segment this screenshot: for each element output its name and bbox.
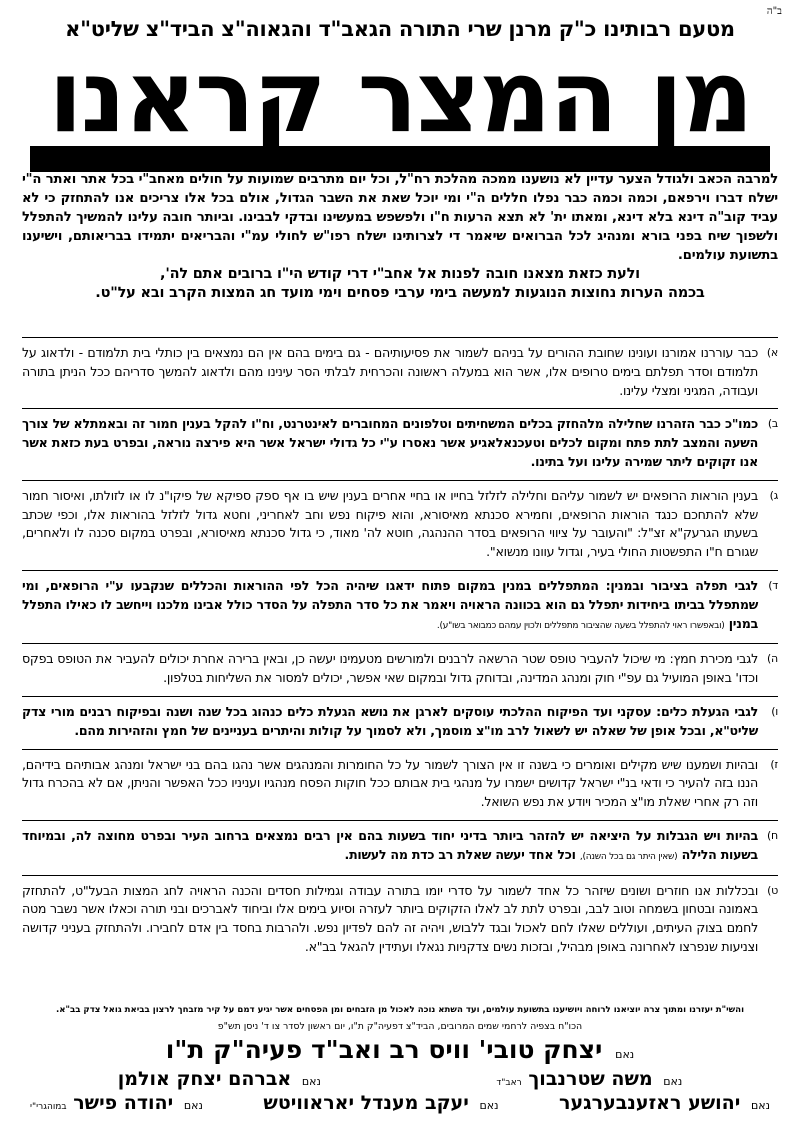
signature-main [40,1036,760,1069]
intro-paragraph: למרבה הכאב ולגודל הצער עדיין לא נושענו ממכה מהלכת רח"ל, וכל יום מתרבים שמועות על חולים מאחב"י בכל אתר ואתר ה"י ישלח דברו וירפאם, וכמה וכמה כבר נפלו חללים ה"י ומי יוכל שאת את השבר הגדול, אולם בכל אלו צריכים אנו להתחזק כי לא עביד קוב"ה דינא בלא דינא, ומאתו ית' לא תצא הרעות ח"ו ולפשפש במעשינו ובדקי לבבינו. וביותר חובה עלינו להמשיך להתפלל ולשפוך שיח בפני בורא ומנהיג לכל הברואים שיאמר די לצרותינו ישלח רפו"ש לחולי עמ"י והבריאים יתמידו בבריאותם, וישיענו בתשועת עולמים. [22,172,778,263]
signature-prefix: נאם [615,1048,635,1061]
section-text: לגבי הגעלת כלים: עסקני ועד הפיקוח ההלכתי עוסקים לארגן את נושא הגעלת כלים כנהוג בכל שנה ושנה ובפיקוח רבנים מורי צדק שליט"א, ובכל אופן של שאלה יש לשאול לרב מו"צ מוסמך, ולא לסמוך על קולות והיתרים בעניינים של חמץ והזהירות מהם. [22,703,758,738]
section-text: בענין הוראות הרופאים יש לשמור עליהם וחלילה לזלזל בחייו או בחיי אחרים בענין שיש בו אף ספק ספיקא של פיקו"נ לו או לזולתו, ואיסור חמור שלא להתחכם כנגד הוראות הרופאים, וחמירא סכנתא מאיסורא, והוא פיקוח נפש וחב לאחריני, וחטא גדול לזלזל בהוראות אלו, וכפי שכתב בשעתו הגרעק"א זצ"ל: "והעובר על ציווי הרופאים בסדר ההנהגה, חוטא לה' מאוד, כי גדול סכנתא מאיסורא, ובפרט במקום סכנה לו ולאחרים, שגורם ח"ו התפשטות החולי בעיר, וגדול עוונו מנשוא". [22,487,758,560]
section-number: ב) [767,417,778,431]
section-number: ה) [767,652,778,666]
section-number: ח) [767,828,778,842]
bh-mark: ב"ה [766,6,782,17]
section-number: ד) [768,578,778,592]
section-alef [22,344,778,400]
section-number: ז) [770,757,778,771]
closing-blessing: והשי"ת יעזרנו ומתוך צרה יוציאנו לרוחה ויושיענו בתשועת עולמים, ועד השתא נוכה לאכול מן הזבחים ומן הפסחים אשר יגיע דמם על קיר מזבחך לרצון בביאת גואל צדק בב"א. [55,1005,745,1015]
section-zayin [22,756,778,812]
divider [22,408,778,409]
divider [22,875,778,876]
section-tail: וכל אחד יעשה שאלת רב כדת מה לעשות. [344,846,576,862]
signature-name: יהודה פישר [73,1092,174,1114]
section-number: ט) [767,883,778,897]
divider [22,696,778,697]
signature-name: יעקב מענדל יאראוויטש [263,1092,469,1114]
section-gimel [22,487,778,562]
divider [22,643,778,644]
section-number: ו) [771,704,778,718]
divider [22,570,778,571]
section-text: כבר עוררנו אמורנו ועונינו שחובת ההורים על בניהם לשמור את פסיעותיהם - גם בימים בהם אין הם נמצאים בין כותלי בית תלמודם - ולדאוג על תלמודם וסדר תפלתם בימים טרופים אלו, אשר הוא במעלה ראשונה והכרחית לבלתי הסר עינינו מהם ולדאוג להמשך סדריהם ככל הניתן בתורה ועבודה, המגיני ומצלי עלינו. [22,345,758,398]
signature-title: במוהגרי"י [30,1102,67,1112]
section-number: ג) [769,488,778,502]
section-vav [22,703,778,741]
section-het [22,827,778,867]
section-number: א) [766,346,778,359]
section-text: לגבי מכירת חמץ: מי שיכול להעביר טופס שטר הרשאה לרבנים ולמורשים מטעמינו יעשה כן, ובאין ברירה אחרת יכולים להעביר את הטופס בפקס וכדו' באופן המועיל גם עפ"י חוק ומנהג המדינה, ובדוחק גדול ובמקום שאי אפשר, יכולים למסור את השליחות בטלפון. [22,651,758,686]
signature-prefix: נאם [663,1075,683,1088]
section-text: לגבי תפלה בציבור ובמנין: המתפללים במנין במקום פתוח ידאגו שיהיה הכל לפי ההוראות והכללים שנקבעו ע"י הרופאים, ומי שמתפלל בביתו ביחידות יתפלל גם הוא בכוונה הראויה ויאמר את כל סדר התפלה על הסדר כולל אבינו מלכנו וייחשב לו כאילו התפלל במנין [22,577,758,631]
signature-name: יצחק טובי' וויס רב ואב"ד פעיה"ק ת"ו [165,1035,603,1064]
signature [118,1068,321,1090]
signature-name: אברהם יצחק אולמן [117,1068,292,1090]
divider [22,480,778,481]
section-dalet [22,577,778,635]
signoff-date: הכו"ח בצפיה לרחמי שמים המרובים, הביד"צ דפעיה"ק ת"ו, יום ראשון לסדר צו ד' ניסן תש"פ [217,1021,583,1032]
section-text: בהיות ויש הגבלות על היציאה יש להזהר ביותר בדיני יחוד בשעות בהם אין רבים נמצאים ברחוב העיר ובפרט מחוצה לה, ובמיוחד בשעות הלילה [22,827,758,862]
section-tet [22,882,778,957]
signature [30,1092,203,1114]
section-text: ובהיות ושמענו שיש מקילים ואומרים כי בשנה זו אין הצורך לשמור על כל החומרות והמנהגים אשר נהגו בהם בני ישראל ומנהג אבותיהם בידיהם, הננו בזה להעיר כי ודאי בנ"י ישראל קדושים ישמרו על מנהגי בית אבותם ככל חוקות הפסח מנהגיו ועניניו ככל האפשר והניתן, אם לא בהכרח גדול וזה רק אחרי שאלת מו"צ המכיר ויודע את נפש השואל. [22,756,758,810]
section-note: (ובאפשרו ראוי להתפלל בשעה שהציבור מתפללים ולכוין עמהם כמבואר בשו"ע). [436,620,725,631]
signature-prefix: נאם [183,1099,203,1112]
divider [22,337,778,338]
intro [22,170,778,303]
section-he [22,650,778,688]
section-note: (שאין היתר גם בכל השנה), [579,851,678,862]
signature-prefix: נאם [479,1099,499,1112]
signature [263,1092,498,1114]
signature-title: ראב"ד [496,1078,522,1088]
signature [496,1068,682,1090]
signature-prefix: נאם [750,1099,770,1112]
intro-line-3: בכמה הערות נחוצות הנוגעות למעשה בימי ערבי פסחים וימי מועד חג המצות הקרב ובא על"ט. [95,285,705,301]
section-bet [22,415,778,471]
signature [559,1092,770,1114]
preheader: מטעם רבותינו כ"ק מרנן שרי התורה הגאב"ד והגאוה"צ הביד"צ שליט"א [65,17,735,41]
signature-prefix: נאם [301,1075,321,1088]
signature-name: יהושע ראזענבערגער [559,1092,741,1114]
signature-name: משה שטרנבוך [528,1068,653,1090]
intro-line-2: ולעת כזאת מצאנו חובה לפנות אל אחב"י דרי קודש הי"ו ברובים אתם לה', [160,266,640,282]
sections [22,337,778,965]
section-text: כמו"כ כבר הזהרנו שחלילה מלהחזק בכלים המשחיתים וטלפונים המחוברים לאינטרנט, וח"ו להקל בענין חמור זה ובאמתלא של צורך השעה והמצב לתת פתח ומקום לכלים וטעכנאלאגיע אשר נאסרו ע"י כל גדולי ישראל אשר היא פירצה נוראה, ובפרט בעת כזאת אשר אנו זקוקים ליתר שמירה עלינו ועל בתינו. [22,416,758,469]
divider [22,749,778,750]
section-text: ובכללות אנו חוזרים ושונים שיזהר כל אחד לשמור על סדרי יומו בתורה עבודה וגמילות חסדים והכנה הראויה לחג המצות הבעל"ט, להתחזק באמונה ובטחון בשמחה וטוב לבב, ובפרט לתת לב לאלו הזקוקים ביותר לעזרה וסיוע בימים אלו וביחוד לאברכים ובני תורה וכאלו אשר נשבר מטה לחמם בצוק העיתים, ועוללים שאלו לחם לאכול ובגד ללבוש, ויהיה זה להם לפדיון נפש. ולהרבות בחסד בין אדם לחבירו. ולהתחזק בעניני קדושה וצניעות שנפרצו לאחרונה באופן מבהיל, ובזכות נשים צדקניות נגאלו ועתידין להגאל בב"א. [22,882,758,954]
signature-row-2 [30,1092,770,1122]
title-banner: מן המצר קראנו [30,48,770,172]
divider [22,820,778,821]
